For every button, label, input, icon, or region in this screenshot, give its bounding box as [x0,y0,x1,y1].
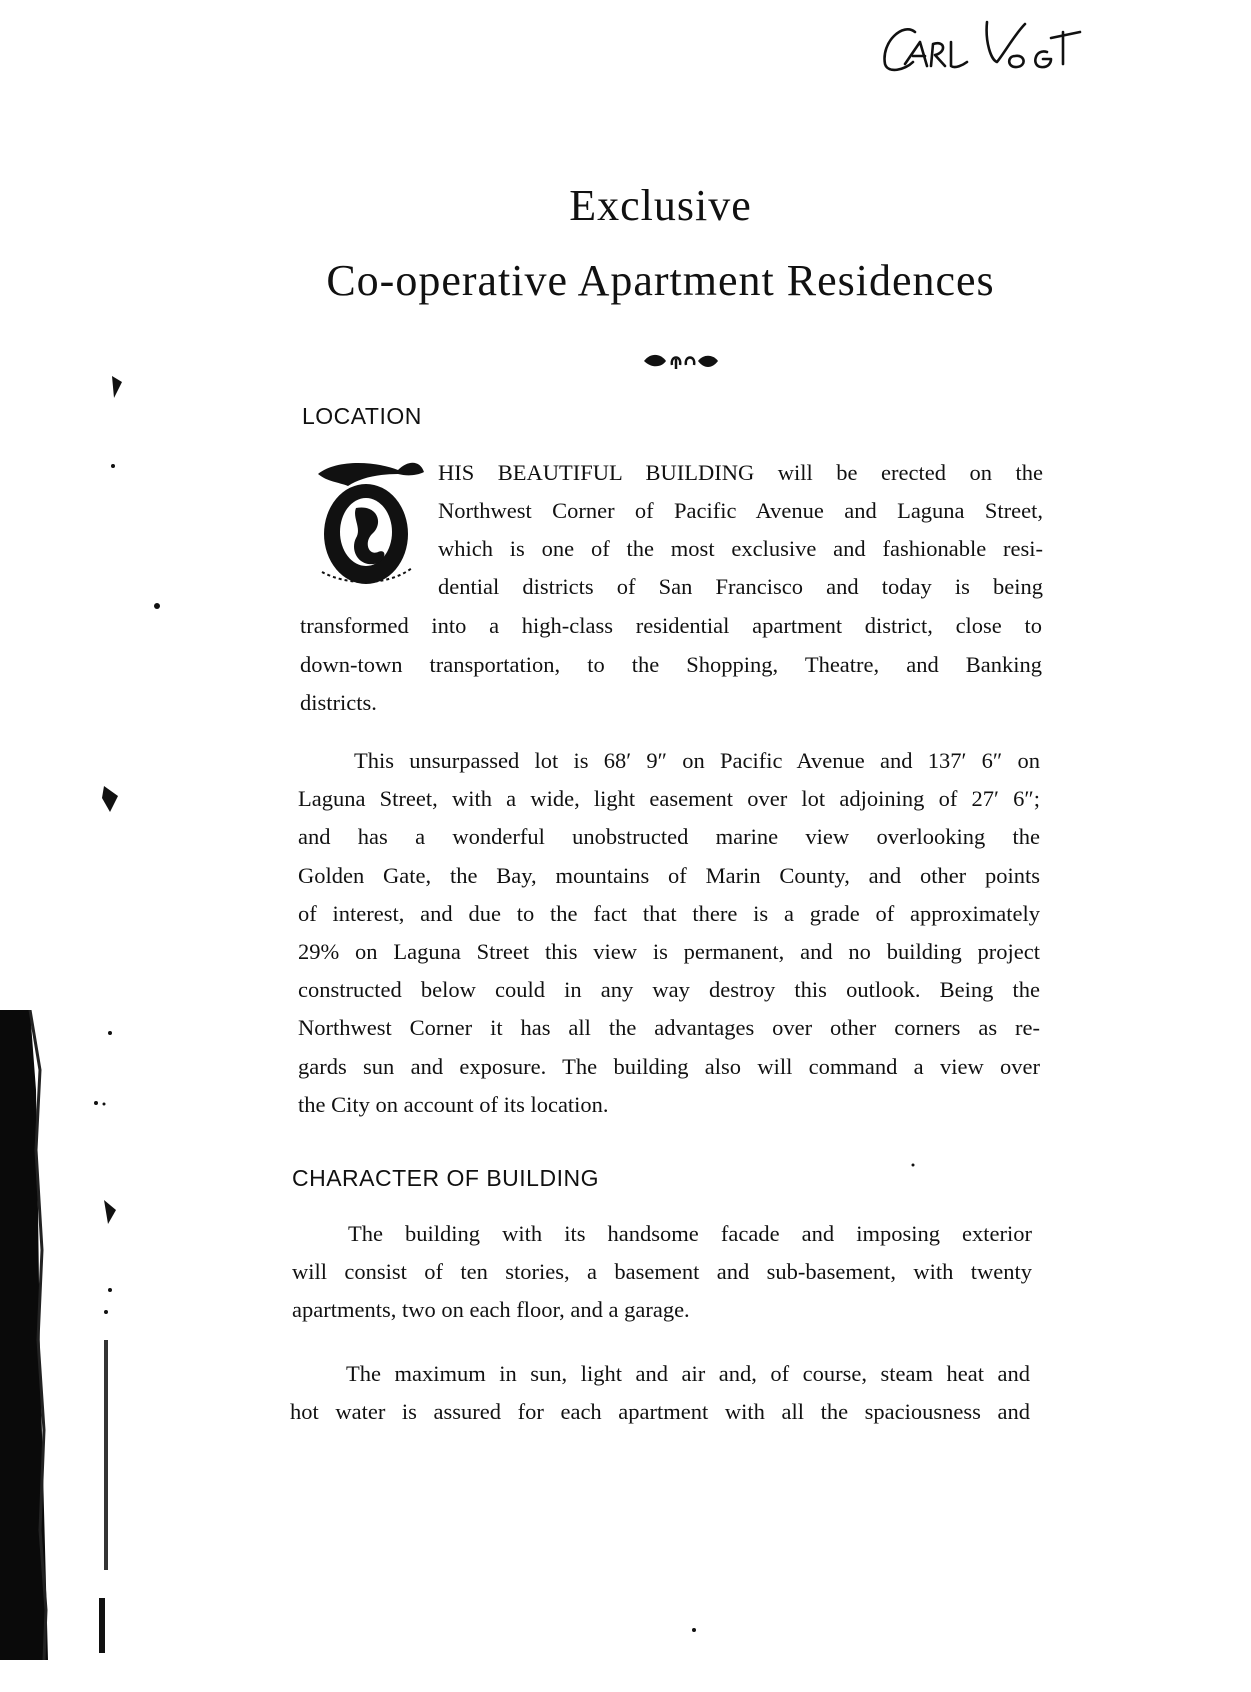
amenities-paragraph [290,1355,1030,1431]
title-line-1: Exclusive [569,181,752,230]
handwritten-signature [875,12,1105,82]
text-line: HIS BEAUTIFUL BUILDING will be erected on the [438,460,1043,485]
location-intro-continuation [300,607,1042,723]
lot-description-paragraph [298,742,1040,1124]
text-line: Northwest Corner it has all the advantages over other corners as re- [298,1015,1040,1041]
text-line: districts. [300,690,377,715]
text-line: the City on account of its location. [298,1091,609,1117]
text-line: hot water is assured for each apartment with all the spaciousness and [290,1399,1030,1424]
ornament-icon [640,345,720,375]
text-line: and has a wonderful unobstructed marine view overlooking the [298,824,1040,850]
text-line: apartments, two on each floor, and a garage. [292,1297,690,1322]
dropcap-ornament-icon [308,452,428,592]
location-intro-paragraph [438,454,1043,606]
text-line: constructed below could in any way destroy this outlook. Being the [298,977,1040,1003]
text-line: gards sun and exposure. The building also will command a view over [298,1053,1040,1079]
building-paragraph [292,1215,1032,1329]
text-line: Northwest Corner of Pacific Avenue and Laguna Street, [438,498,1043,523]
text-line: of interest, and due to the fact that there is a grade of approximately [298,900,1040,926]
text-line: transformed into a high-class residential apartment district, close to [300,613,1042,638]
text-line: dential districts of San Francisco and today is being [438,574,1043,599]
text-line: The maximum in sun, light and air and, of course, steam heat and [346,1361,1030,1386]
character-heading: CHARACTER OF BUILDING [292,1165,599,1191]
text-line: which is one of the most exclusive and fashionable resi- [438,536,1043,561]
text-line: down-town transportation, to the Shopping, Theatre, and Banking [300,651,1042,677]
text-line: Golden Gate, the Bay, mountains of Marin County, and other points [298,862,1040,888]
text-line: The building with its handsome facade and imposing exterior [348,1221,1032,1246]
text-line: 29% on Laguna Street this view is permanent, and no building project [298,939,1040,965]
text-line: Laguna Street, with a wide, light easement over lot adjoining of 27′ 6″; [298,786,1040,812]
title-line-2: Co-operative Apartment Residences [326,256,995,305]
location-heading: LOCATION [302,403,422,429]
scan-binding-edge [0,1010,55,1660]
text-line: will consist of ten stories, a basement and sub-basement, with twenty [292,1259,1032,1284]
text-line: This unsurpassed lot is 68′ 9″ on Pacific Avenue and 137′ 6″ on [354,748,1040,773]
